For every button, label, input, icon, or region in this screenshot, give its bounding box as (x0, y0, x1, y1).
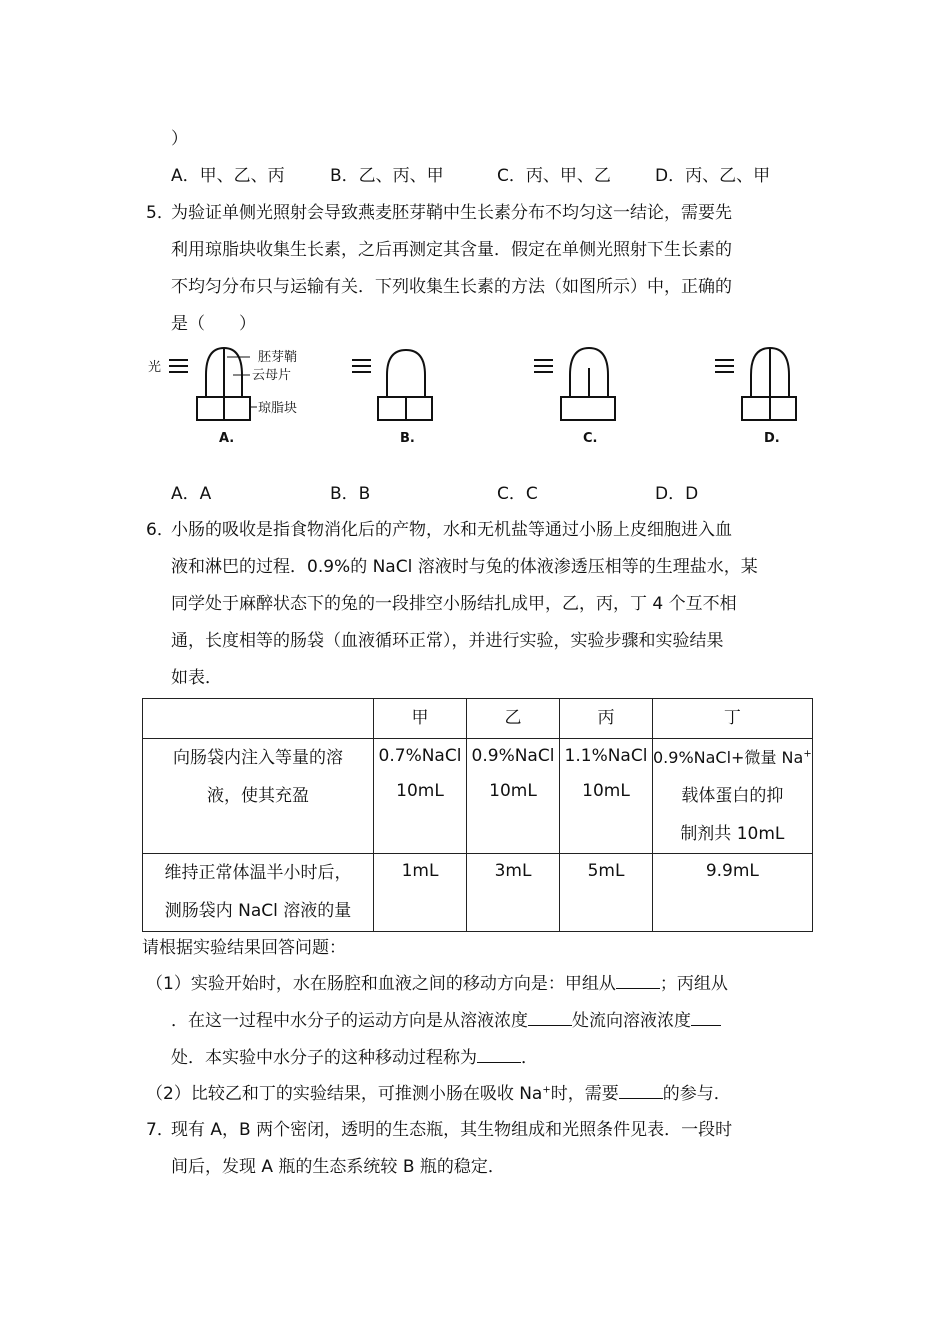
row1-jia: 0.7%NaCl 10mL (374, 739, 467, 854)
table-header-row (143, 699, 813, 739)
part-label-mica: 云母片 (252, 368, 292, 383)
panel-c-diagram (534, 348, 615, 420)
q4-option-c: C．丙、甲、乙 (497, 166, 611, 186)
row2-label: 维持正常体温半小时后， 测肠袋内 NaCl 溶液的量 (143, 854, 374, 932)
answer-blank (619, 1084, 663, 1099)
q6-line-1: 小肠的吸收是指食物消化后的产物，水和无机盐等通过小肠上皮细胞进入血 (171, 520, 732, 540)
table-header-jia: 甲 (374, 699, 467, 739)
row2-bing: 5mL (560, 854, 653, 932)
q6-line-4: 通，长度相等的肠袋（血液循环正常），并进行实验，实验步骤和实验结果 (171, 631, 724, 651)
answer-blank (691, 1011, 721, 1026)
q5-option-a: A．A (171, 484, 212, 504)
row1-bing: 1.1%NaCl 10mL (560, 739, 653, 854)
table-header-ding: 丁 (653, 699, 813, 739)
panel-a-diagram (148, 348, 257, 420)
q7-line-1: 现有 A，B 两个密闭，透明的生态瓶，其生物组成和光照条件见表．一段时 (171, 1120, 733, 1140)
table-header-empty (143, 699, 374, 739)
panel-label-c: C. (583, 431, 598, 446)
panel-label-b: B. (400, 431, 415, 446)
q5-line-1: 为验证单侧光照射会导致燕麦胚芽鞘中生长素分布不均匀这一结论，需要先 (171, 203, 732, 223)
row2-yi: 3mL (467, 854, 560, 932)
q6-sub1-line-3: 处．本实验中水分子的这种移动过程称为 ． (171, 1048, 538, 1068)
q7-number: 7． (146, 1120, 174, 1140)
panel-d-diagram (715, 348, 796, 420)
answer-blank (616, 974, 660, 989)
row1-yi: 0.9%NaCl 10mL (467, 739, 560, 854)
q4-option-b: B．乙、丙、甲 (330, 166, 444, 186)
row1-ding: 0.9%NaCl+微量 Na+ 载体蛋白的抑 制剂共 10mL (653, 739, 813, 854)
q5-option-c: C．C (497, 484, 538, 504)
q7-line-2: 间后，发现 A 瓶的生态系统较 B 瓶的稳定． (171, 1157, 505, 1177)
answer-blank (528, 1011, 572, 1026)
q5-option-b: B．B (330, 484, 371, 504)
q5-option-d: D．D (655, 484, 699, 504)
panel-label-d: D. (764, 431, 780, 446)
q6-sub1-line-2: ．在这一过程中水分子的运动方向是从溶液浓度 处流向溶液浓度 (171, 1006, 721, 1031)
answer-blank (477, 1048, 521, 1063)
q5-line-3: 不均匀分布只与运输有关．下列收集生长素的方法（如图所示）中，正确的 (171, 277, 732, 297)
q5-line-2: 利用琼脂块收集生长素，之后再测定其含量．假定在单侧光照射下生长素的 (171, 240, 732, 260)
part-label-coleoptile: 胚芽鞘 (258, 350, 298, 365)
q6-after-table: 请根据实验结果回答问题： (142, 938, 346, 958)
row2-ding: 9.9mL (653, 854, 813, 932)
q6-line-5: 如表． (171, 668, 222, 688)
q6-line-2: 液和淋巴的过程．0.9%的 NaCl 溶液时与兔的体液渗透压相等的生理盐水，某 (171, 557, 758, 577)
panel-label-a: A. (219, 431, 235, 446)
q6-number: 6． (146, 520, 174, 540)
table-header-yi: 乙 (467, 699, 560, 739)
panel-b-diagram (352, 350, 432, 420)
table-row (143, 854, 813, 932)
part-label-agar: 琼脂块 (258, 401, 298, 416)
table-row (143, 739, 813, 854)
row2-jia: 1mL (374, 854, 467, 932)
q4-option-d: D．丙、乙、甲 (655, 166, 771, 186)
light-label: 光 (148, 360, 162, 375)
q6-sub2: （2）比较乙和丁的实验结果，可推测小肠在吸收 Na+时，需要 的参与． (146, 1084, 731, 1104)
row1-label: 向肠袋内注入等量的溶 液，使其充盈 (143, 739, 374, 854)
q4-option-a: A．甲、乙、丙 (171, 166, 285, 186)
q5-figure (140, 340, 830, 450)
experiment-table (142, 698, 813, 932)
q6-line-3: 同学处于麻醉状态下的兔的一段排空小肠结扎成甲，乙，丙，丁 4 个互不相 (171, 594, 737, 614)
q4-tail: ） (171, 129, 188, 149)
q5-line-4: 是（ ） (171, 314, 256, 334)
q6-sub1-line-1: （1）实验开始时，水在肠腔和血液之间的移动方向是：甲组从 ；丙组从 (146, 974, 728, 994)
q5-number: 5． (146, 203, 174, 223)
table-header-bing: 丙 (560, 699, 653, 739)
